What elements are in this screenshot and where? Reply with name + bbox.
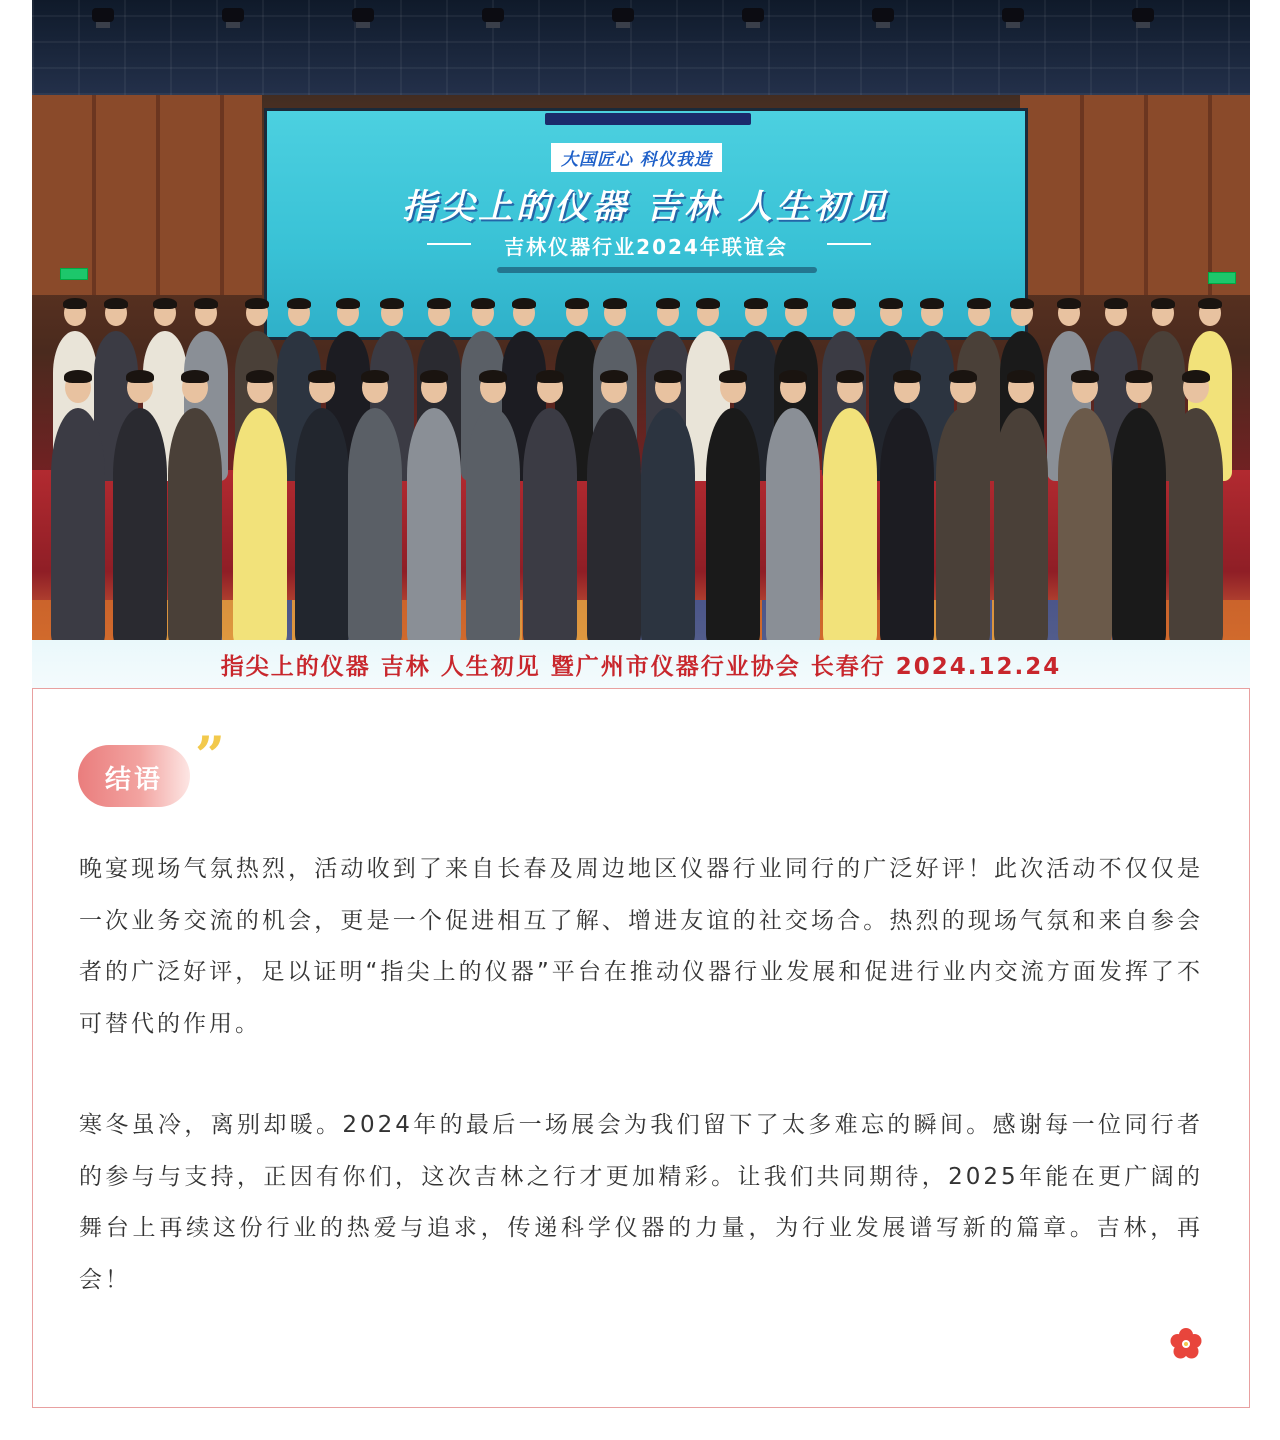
attendee-hair xyxy=(471,298,495,309)
screen-subtitle: 吉林仪器行业2024年联谊会 xyxy=(504,235,788,259)
attendee-hair xyxy=(153,298,177,309)
attendee-hair xyxy=(1198,298,1222,309)
attendee xyxy=(1112,408,1166,640)
plum-blossom-icon xyxy=(1169,1327,1203,1361)
attendee xyxy=(587,408,641,640)
group-photo xyxy=(32,0,1250,640)
attendee-hair xyxy=(565,298,589,309)
attendee-hair xyxy=(784,298,808,309)
attendee xyxy=(994,408,1048,640)
screen-divider xyxy=(827,243,871,245)
attendee-hair xyxy=(536,370,564,383)
attendee-hair xyxy=(63,298,87,309)
paragraph: 寒冬虽冷，离别却暖。2024年的最后一场展会为我们留下了太多难忘的瞬间。感谢每一位同行者的参与与支持，正因有你们，这次吉林之行才更加精彩。让我们共同期待，2025年能在更广阔的舞台上再续这份行业的热爱与追求，传递科学仪器的力量，为行业发展谱写新的篇章。吉林，再会！ xyxy=(79,1112,1203,1293)
attendee-hair xyxy=(380,298,404,309)
attendee-hair xyxy=(181,370,209,383)
attendee-hair xyxy=(336,298,360,309)
attendee-hair xyxy=(1010,298,1034,309)
attendee xyxy=(295,408,349,640)
attendee xyxy=(51,408,105,640)
attendee-hair xyxy=(126,370,154,383)
attendee-hair xyxy=(832,298,856,309)
attendee-hair xyxy=(361,370,389,383)
caption-text: 指尖上的仪器 吉林 人生初见 暨广州市仪器行业协会 长春行 2024.12.24 xyxy=(220,653,1062,680)
attendee-hair xyxy=(1151,298,1175,309)
attendee-hair xyxy=(427,298,451,309)
screen-toolbar xyxy=(545,113,751,125)
attendee-hair xyxy=(420,370,448,383)
attendee-hair xyxy=(1182,370,1210,383)
attendee-hair xyxy=(656,298,680,309)
attendee-hair xyxy=(779,370,807,383)
attendee-hair xyxy=(1057,298,1081,309)
attendee xyxy=(466,408,520,640)
attendee xyxy=(823,408,877,640)
attendee xyxy=(936,408,990,640)
attendee xyxy=(1058,408,1112,640)
exit-sign xyxy=(60,268,88,280)
projection-screen xyxy=(264,108,1028,340)
attendee-hair xyxy=(308,370,336,383)
attendee xyxy=(348,408,402,640)
attendee-hair xyxy=(245,298,269,309)
attendee xyxy=(113,408,167,640)
section-tag xyxy=(78,745,190,807)
attendee xyxy=(706,408,760,640)
attendee xyxy=(233,408,287,640)
section-tag-label: 结语 xyxy=(105,765,164,795)
attendee xyxy=(880,408,934,640)
attendee-hair xyxy=(603,298,627,309)
attendee xyxy=(523,408,577,640)
wall-panel-right xyxy=(1020,95,1250,295)
photo-caption xyxy=(32,640,1250,688)
attendee-hair xyxy=(194,298,218,309)
attendee-hair xyxy=(287,298,311,309)
attendee-hair xyxy=(1125,370,1153,383)
attendee-hair xyxy=(1007,370,1035,383)
attendee-hair xyxy=(719,370,747,383)
attendee-hair xyxy=(967,298,991,309)
attendee-hair xyxy=(654,370,682,383)
screen-event-info xyxy=(497,267,817,273)
attendee xyxy=(641,408,695,640)
attendee xyxy=(168,408,222,640)
attendee xyxy=(766,408,820,640)
attendee-hair xyxy=(104,298,128,309)
screen-title: 指尖上的仪器 吉林 人生初见 xyxy=(402,187,890,227)
attendee-hair xyxy=(1104,298,1128,309)
attendee xyxy=(407,408,461,640)
attendee-hair xyxy=(1071,370,1099,383)
attendee-hair xyxy=(512,298,536,309)
attendee-hair xyxy=(920,298,944,309)
attendee-hair xyxy=(696,298,720,309)
paragraph: 晚宴现场气氛热烈，活动收到了来自长春及周边地区仪器行业同行的广泛好评！此次活动不仅仅是一次业务交流的机会，更是一个促进相互了解、增进友谊的社交场合。热烈的现场气氛和来自参会者的广泛好评，足以证明“指尖上的仪器”平台在推动仪器行业发展和促进行业内交流方面发挥了不可替代的作用。 xyxy=(79,856,1203,1037)
attendee-hair xyxy=(479,370,507,383)
ceiling-lights xyxy=(32,0,1250,95)
attendee-hair xyxy=(600,370,628,383)
attendee-hair xyxy=(879,298,903,309)
wall-panel-left xyxy=(32,95,262,295)
quote-icon: ” xyxy=(195,726,225,787)
attendee-hair xyxy=(949,370,977,383)
attendee xyxy=(1169,408,1223,640)
exit-sign xyxy=(1208,272,1236,284)
conclusion-card xyxy=(32,688,1250,1408)
attendee-hair xyxy=(836,370,864,383)
attendee-hair xyxy=(64,370,92,383)
screen-slogan: 大国匠心 科仪我造 xyxy=(551,143,722,172)
attendee-hair xyxy=(246,370,274,383)
attendee-hair xyxy=(744,298,768,309)
attendee-hair xyxy=(893,370,921,383)
